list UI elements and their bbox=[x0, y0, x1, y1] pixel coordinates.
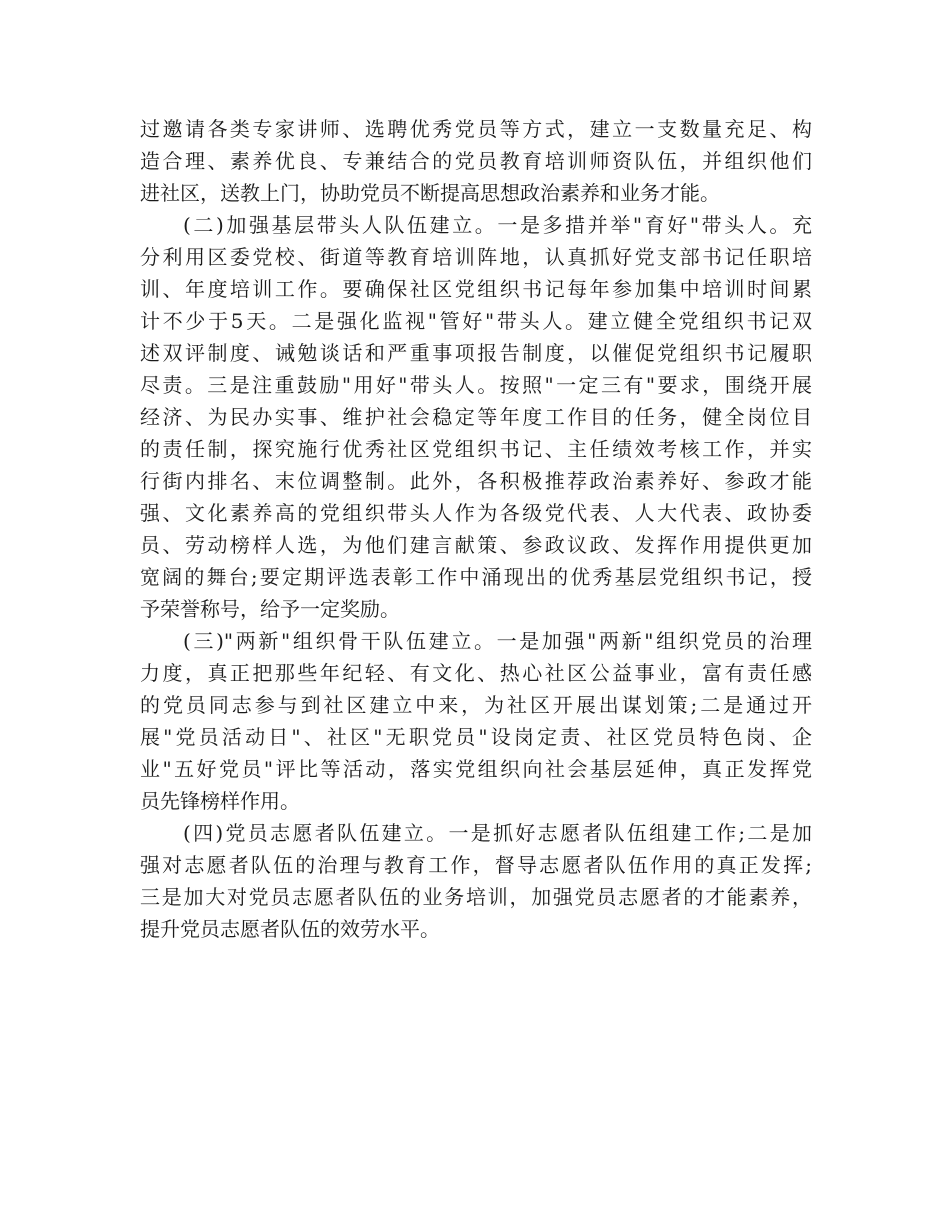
text-line: 过邀请各类专家讲师、选聘优秀党员等方式，建立一支数量充足、构 bbox=[140, 117, 812, 141]
text-line: 的责任制，探究施行优秀社区党组织书记、主任绩效考核工作，并实 bbox=[140, 437, 812, 461]
text-line: 员先锋榜样作用。 bbox=[140, 789, 300, 813]
text-line: (四)党员志愿者队伍建立。一是抓好志愿者队伍组建工作;二是加 bbox=[183, 821, 812, 845]
text-line: 提升党员志愿者队伍的效劳水平。 bbox=[140, 917, 440, 941]
text-line: 员、劳动榜样人选，为他们建言献策、参政议政、发挥作用提供更加 bbox=[140, 533, 812, 557]
text-line: 业"五好党员"评比等活动，落实党组织向社会基层延伸，真正发挥党 bbox=[140, 757, 812, 781]
text-line: 述双评制度、诫勉谈话和严重事项报告制度，以催促党组织书记履职 bbox=[140, 341, 812, 365]
text-line: (三)"两新"组织骨干队伍建立。一是加强"两新"组织党员的治理 bbox=[183, 629, 812, 653]
text-line: 计不少于5天。二是强化监视"管好"带头人。建立健全党组织书记双 bbox=[140, 309, 812, 333]
text-line: 力度，真正把那些年纪轻、有文化、热心社区公益事业，富有责任感 bbox=[140, 661, 812, 685]
text-line: 行街内排名、末位调整制。此外，各积极推荐政治素养好、参政才能 bbox=[140, 469, 812, 493]
text-line: 造合理、素养优良、专兼结合的党员教育培训师资队伍，并组织他们 bbox=[140, 149, 812, 173]
text-line: 训、年度培训工作。要确保社区党组织书记每年参加集中培训时间累 bbox=[140, 277, 812, 301]
body-text bbox=[140, 113, 812, 945]
text-line: 经济、为民办实事、维护社会稳定等年度工作目的任务，健全岗位目 bbox=[140, 405, 812, 429]
text-line: 强、文化素养高的党组织带头人作为各级党代表、人大代表、政协委 bbox=[140, 501, 812, 525]
text-line: 予荣誉称号，给予一定奖励。 bbox=[140, 597, 400, 621]
text-line: 的党员同志参与到社区建立中来，为社区开展出谋划策;二是通过开 bbox=[140, 693, 812, 717]
text-line: 三是加大对党员志愿者队伍的业务培训，加强党员志愿者的才能素养， bbox=[140, 885, 812, 909]
text-line: 展"党员活动日"、社区"无职党员"设岗定责、社区党员特色岗、企 bbox=[140, 725, 812, 749]
text-line: (二)加强基层带头人队伍建立。一是多措并举"育好"带头人。充 bbox=[183, 213, 812, 237]
text-line: 进社区，送教上门，协助党员不断提高思想政治素养和业务才能。 bbox=[140, 181, 720, 205]
text-line: 分利用区委党校、街道等教育培训阵地，认真抓好党支部书记任职培 bbox=[140, 245, 812, 269]
text-line: 尽责。三是注重鼓励"用好"带头人。按照"一定三有"要求，围绕开展 bbox=[140, 373, 812, 397]
text-line: 宽阔的舞台;要定期评选表彰工作中涌现出的优秀基层党组织书记，授 bbox=[140, 565, 812, 589]
text-line: 强对志愿者队伍的治理与教育工作，督导志愿者队伍作用的真正发挥; bbox=[140, 853, 812, 877]
